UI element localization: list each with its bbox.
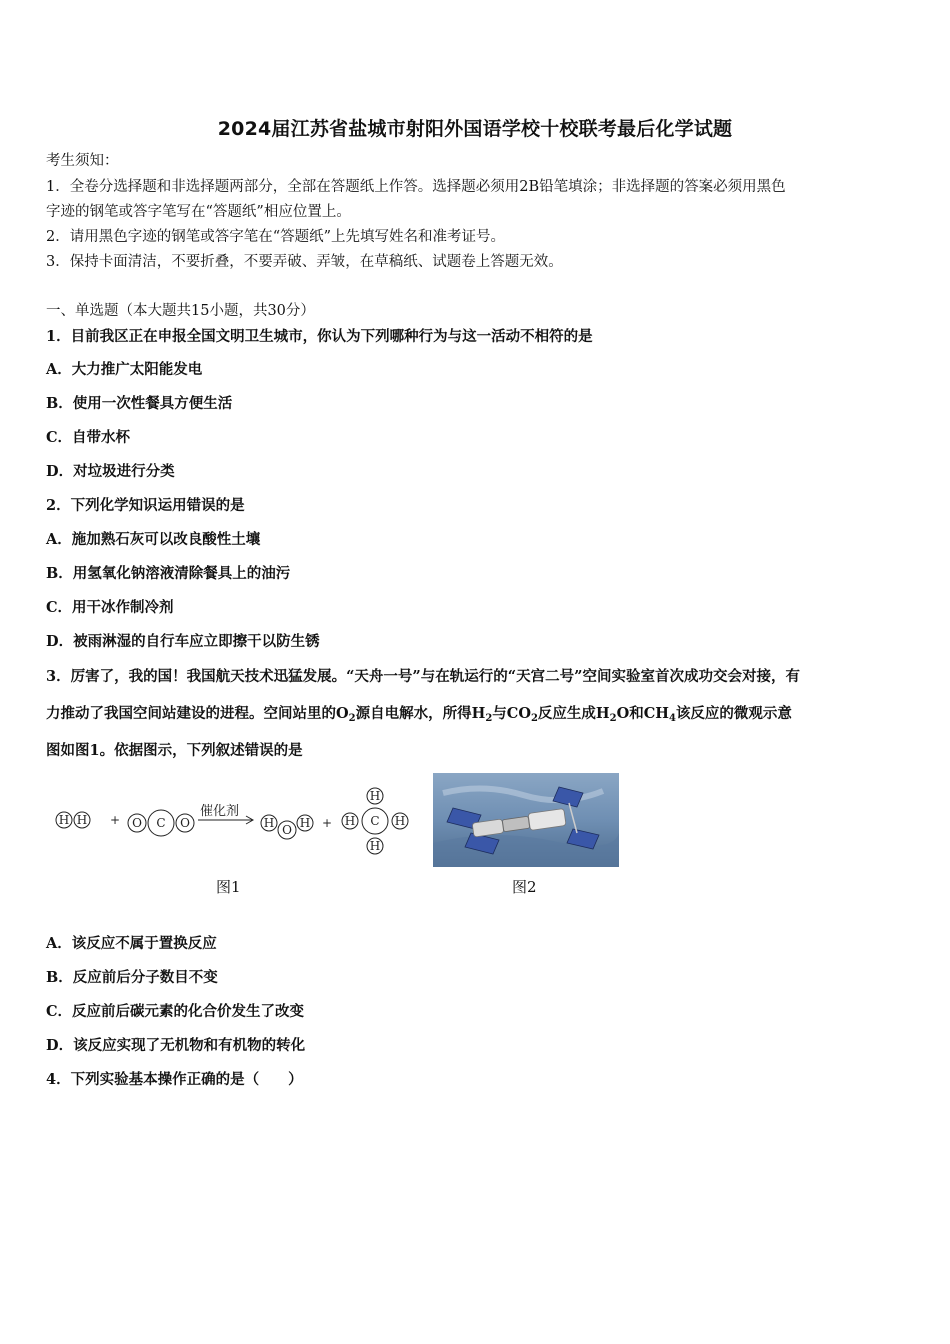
q2-option-c: C．用干冰作制冷剂 xyxy=(46,599,174,616)
q2-option-d: D．被雨淋湿的自行车应立即擦干以防生锈 xyxy=(46,633,320,650)
notice-item: 1．全卷分选择题和非选择题两部分，全部在答题纸上作答。选择题必须用2B铅笔填涂；非选择题的答案必须用黑色 xyxy=(46,179,786,195)
q3-stem-line1: 3．厉害了，我的国！我国航天技术迅猛发展。“天舟一号”与在轨运行的“天宫二号”空间实验室首次成功交会对接，有 xyxy=(46,668,800,685)
q1-option-b: B．使用一次性餐具方便生活 xyxy=(46,395,233,412)
q1-option-d: D．对垃圾进行分类 xyxy=(46,463,175,480)
atom-label: H xyxy=(369,839,381,853)
figure1-caption: 图1 xyxy=(216,878,241,896)
q1-option-c: C．自带水杯 xyxy=(46,429,131,446)
q2-option-a: A．施加熟石灰可以改良酸性土壤 xyxy=(46,531,261,548)
notice-item: 3．保持卡面清洁，不要折叠，不要弄破、弄皱，在草稿纸、试题卷上答题无效。 xyxy=(46,254,563,270)
reaction-diagram xyxy=(50,780,420,870)
q3-option-d: D．该反应实现了无机物和有机物的转化 xyxy=(46,1037,306,1054)
atom-label: H xyxy=(369,789,381,803)
atom-label: H xyxy=(58,813,70,827)
h2o-molecule xyxy=(261,815,313,839)
q4-stem: 4．下列实验基本操作正确的是（ ） xyxy=(46,1071,303,1088)
q3-option-c: C．反应前后碳元素的化合价发生了改变 xyxy=(46,1003,305,1020)
q1-option-a: A．大力推广太阳能发电 xyxy=(46,361,203,378)
atom-label: H xyxy=(299,816,311,830)
figure2-caption: 图2 xyxy=(512,878,537,896)
space-station-photo xyxy=(433,773,619,867)
catalyst-label: 催化剂 xyxy=(200,804,240,819)
atom-label: O xyxy=(180,816,190,830)
notice-item: 字迹的钢笔或答字笔写在“答题纸”相应位置上。 xyxy=(46,204,351,220)
atom-label: C xyxy=(370,814,380,828)
q3-stem-line2: 力推动了我国空间站建设的进程。空间站里的$O_2$源自电解水，所得$H_2$与$CO_2$反应生成$H_2O$和$CH_4$该反应的微观示意 xyxy=(46,705,792,724)
q2-option-b: B．用氢氧化钠溶液清除餐具上的油污 xyxy=(46,565,291,582)
co2-molecule xyxy=(128,810,194,836)
notice-item: 2．请用黑色字迹的钢笔或答字笔在“答题纸”上先填写姓名和准考证号。 xyxy=(46,229,506,245)
q3-option-a: A．该反应不属于置换反应 xyxy=(46,935,217,952)
atom-label: H xyxy=(76,813,88,827)
q3-stem-line3: 图如图1。依据图示，下列叙述错误的是 xyxy=(46,742,303,759)
q3-option-b: B．反应前后分子数目不变 xyxy=(46,969,218,986)
q2-stem: 2．下列化学知识运用错误的是 xyxy=(46,497,245,514)
atom-label: O xyxy=(282,823,292,837)
atom-label: O xyxy=(132,816,142,830)
q1-stem: 1．目前我区正在申报全国文明卫生城市，你认为下列哪种行为与这一活动不相符的是 xyxy=(46,328,593,345)
plus-sign: + xyxy=(322,816,333,830)
atom-label: H xyxy=(394,814,406,828)
atom-label: H xyxy=(344,814,356,828)
section-heading: 一、单选题（本大题共15小题，共30分） xyxy=(46,303,315,319)
atom-label: C xyxy=(156,816,166,830)
ch4-molecule xyxy=(342,788,408,854)
notice-heading: 考生须知： xyxy=(46,153,119,169)
atom-label: H xyxy=(263,816,275,830)
plus-sign: + xyxy=(110,813,121,827)
page-title: 2024届江苏省盐城市射阳外国语学校十校联考最后化学试题 xyxy=(217,118,733,140)
h2-molecule xyxy=(56,812,90,828)
